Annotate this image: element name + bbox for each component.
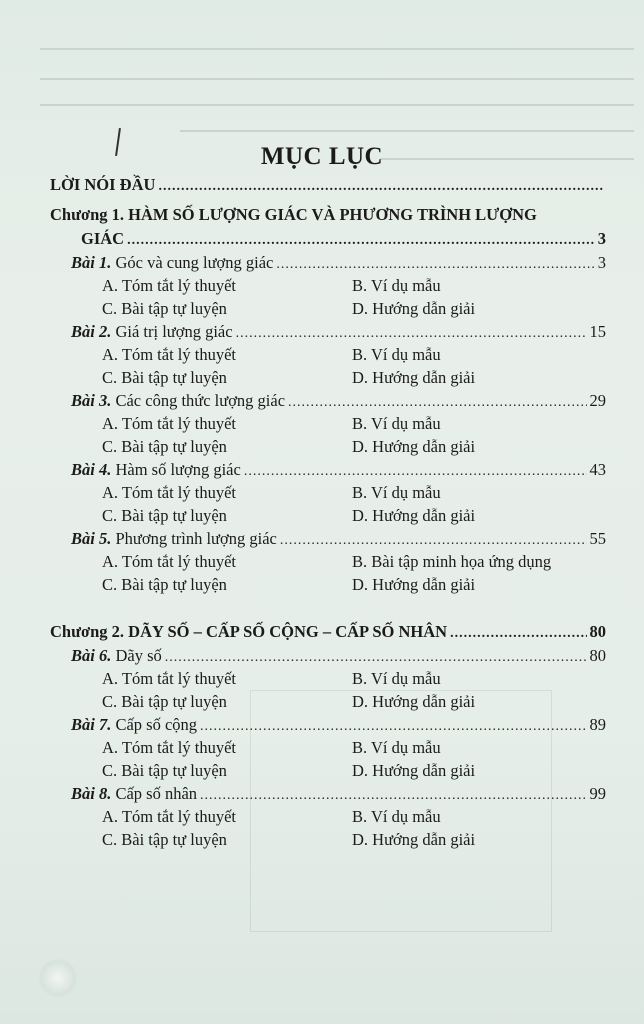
lesson-number: Bài 4.	[71, 460, 112, 479]
leader-dots	[200, 788, 586, 804]
section-item[interactable]: B. Ví dụ mẫu	[352, 345, 441, 364]
section-item[interactable]: A. Tóm tắt lý thuyết	[102, 738, 236, 757]
section-item[interactable]: B. Ví dụ mẫu	[352, 483, 441, 502]
toc-preface[interactable]	[50, 175, 606, 201]
leader-dots	[450, 626, 586, 642]
leader-dots	[280, 533, 587, 549]
page-number: 43	[589, 460, 606, 479]
toc-lesson[interactable]	[50, 715, 606, 738]
lesson-title: Góc và cung lượng giác	[115, 253, 274, 272]
toc-chapter-2[interactable]	[50, 622, 606, 646]
lesson-sections	[50, 807, 606, 853]
lesson-sections	[50, 552, 606, 598]
toc-lesson[interactable]	[50, 646, 606, 669]
leader-dots	[200, 719, 586, 735]
lesson-title: Giá trị lượng giác	[115, 322, 233, 341]
lesson-title: Hàm số lượng giác	[115, 460, 241, 479]
table-of-contents	[50, 175, 606, 853]
toc-lesson[interactable]	[50, 322, 606, 345]
lesson-title: Cấp số nhân	[115, 784, 198, 803]
lesson-title: Dãy số	[115, 646, 162, 665]
page-number: 3	[597, 253, 606, 272]
section-item[interactable]: C. Bài tập tự luyện	[102, 761, 227, 780]
section-item[interactable]: D. Hướng dẫn giải	[352, 830, 476, 849]
chapter-title: Chương 1. HÀM SỐ LƯỢNG GIÁC VÀ PHƯƠNG TRÌNH LƯỢNG	[50, 205, 537, 224]
page-number: 80	[589, 646, 606, 665]
page-number: 3	[597, 229, 606, 248]
corner-ornament	[38, 958, 78, 998]
leader-dots	[158, 179, 603, 195]
section-item[interactable]: B. Ví dụ mẫu	[352, 276, 441, 295]
leader-dots	[276, 257, 594, 273]
section-item[interactable]: C. Bài tập tự luyện	[102, 830, 227, 849]
lesson-number: Bài 5.	[71, 529, 112, 548]
section-item[interactable]: A. Tóm tắt lý thuyết	[102, 552, 236, 571]
section-item[interactable]: D. Hướng dẫn giải	[352, 692, 476, 711]
lesson-title: Các công thức lượng giác	[115, 391, 286, 410]
leader-dots	[244, 464, 587, 480]
lesson-title: Cấp số cộng	[115, 715, 198, 734]
section-item[interactable]: A. Tóm tắt lý thuyết	[102, 807, 236, 826]
section-item[interactable]: B. Bài tập minh họa ứng dụng	[352, 552, 552, 571]
lesson-number: Bài 6.	[71, 646, 112, 665]
leader-dots	[127, 233, 595, 249]
section-item[interactable]: D. Hướng dẫn giải	[352, 506, 476, 525]
toc-chapter-1-cont[interactable]	[50, 229, 606, 253]
page-number: 80	[589, 622, 606, 641]
lesson-sections	[50, 738, 606, 784]
lesson-sections	[50, 345, 606, 391]
section-item[interactable]: C. Bài tập tự luyện	[102, 368, 227, 387]
page-number: 89	[589, 715, 606, 734]
chapter-title-cont: GIÁC	[81, 229, 125, 248]
page-number: 99	[589, 784, 606, 803]
leader-dots	[236, 326, 587, 342]
section-item[interactable]: A. Tóm tắt lý thuyết	[102, 414, 236, 433]
section-item[interactable]: D. Hướng dẫn giải	[352, 437, 476, 456]
toc-lesson[interactable]	[50, 391, 606, 414]
toc-lesson[interactable]	[50, 253, 606, 276]
toc-chapter-1[interactable]	[50, 205, 606, 229]
page-number: 55	[589, 529, 606, 548]
lesson-sections	[50, 483, 606, 529]
chapter-spacer	[50, 598, 606, 622]
toc-lesson[interactable]	[50, 529, 606, 552]
section-item[interactable]: B. Ví dụ mẫu	[352, 414, 441, 433]
lesson-sections	[50, 414, 606, 460]
chapter-title: Chương 2. DÃY SỐ – CẤP SỐ CỘNG – CẤP SỐ NHÂN	[50, 622, 448, 641]
page-number: 29	[589, 391, 606, 410]
section-item[interactable]: A. Tóm tắt lý thuyết	[102, 669, 236, 688]
section-item[interactable]: D. Hướng dẫn giải	[352, 761, 476, 780]
section-item[interactable]: A. Tóm tắt lý thuyết	[102, 276, 236, 295]
lesson-number: Bài 2.	[71, 322, 112, 341]
section-item[interactable]: B. Ví dụ mẫu	[352, 807, 441, 826]
page-number: 15	[589, 322, 606, 341]
section-item[interactable]: D. Hướng dẫn giải	[352, 299, 476, 318]
lesson-sections	[50, 669, 606, 715]
toc-lesson[interactable]	[50, 460, 606, 483]
section-item[interactable]: C. Bài tập tự luyện	[102, 506, 227, 525]
section-item[interactable]: C. Bài tập tự luyện	[102, 437, 227, 456]
section-item[interactable]: B. Ví dụ mẫu	[352, 738, 441, 757]
leader-dots	[288, 395, 586, 411]
lesson-sections	[50, 276, 606, 322]
leader-dots	[165, 650, 587, 666]
section-item[interactable]: C. Bài tập tự luyện	[102, 692, 227, 711]
lesson-number: Bài 3.	[71, 391, 112, 410]
lesson-title: Phương trình lượng giác	[115, 529, 277, 548]
section-item[interactable]: D. Hướng dẫn giải	[352, 575, 476, 594]
section-item[interactable]: C. Bài tập tự luyện	[102, 575, 227, 594]
page-title: MỤC LỤC	[260, 143, 384, 170]
section-item[interactable]: D. Hướng dẫn giải	[352, 368, 476, 387]
section-item[interactable]: B. Ví dụ mẫu	[352, 669, 441, 688]
lesson-number: Bài 7.	[71, 715, 112, 734]
section-item[interactable]: C. Bài tập tự luyện	[102, 299, 227, 318]
preface-label: LỜI NÓI ĐẦU	[50, 175, 156, 194]
lesson-number: Bài 1.	[71, 253, 112, 272]
section-item[interactable]: A. Tóm tắt lý thuyết	[102, 345, 236, 364]
section-item[interactable]: A. Tóm tắt lý thuyết	[102, 483, 236, 502]
bleed-through-text	[0, 0, 644, 150]
toc-lesson[interactable]	[50, 784, 606, 807]
lesson-number: Bài 8.	[71, 784, 112, 803]
